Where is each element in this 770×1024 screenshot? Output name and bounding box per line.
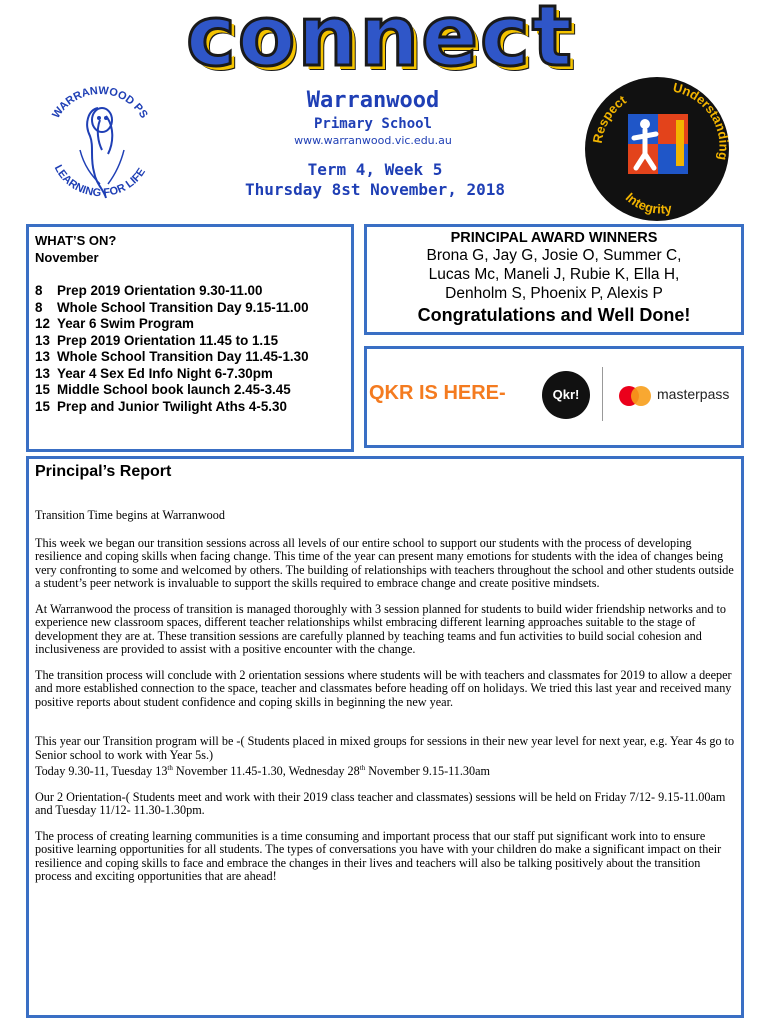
award-title: PRINCIPAL AWARD WINNERS (450, 230, 658, 246)
mastercard-orange-circle-icon (631, 386, 651, 406)
school-subtitle: Primary School (313, 116, 432, 132)
event-item: 13 Prep 2019 Orientation 11.45 to 1.15 (35, 332, 279, 348)
masthead-title: connect (185, 0, 575, 85)
whats-on-title: WHAT’S ON? (35, 233, 117, 248)
event-item: 15 Prep and Junior Twilight Aths 4-5.30 (35, 398, 287, 414)
award-names-line: Lucas Mc, Maneli J, Rubie K, Ella H, (428, 266, 680, 283)
whats-on-month: November (35, 250, 99, 265)
svg-text:WARRANWOOD PS (50, 85, 150, 121)
school-name: Warranwood (306, 88, 440, 113)
logo-top-text: WARRANWOOD PS (50, 84, 150, 121)
masterpass-logo: masterpass (657, 386, 730, 402)
award-names-line: Denholm S, Phoenix P, Alexis P (445, 285, 663, 302)
school-website[interactable]: www.warranwood.vic.edu.au (294, 134, 452, 147)
event-item: 13 Whole School Transition Day 11.45-1.30 (35, 349, 309, 364)
whats-on-panel (26, 224, 354, 452)
value-integrity: Integrity (622, 189, 673, 217)
report-title: Principal’s Report (35, 463, 172, 480)
school-logo (40, 80, 160, 220)
report-paragraph: This year our Transition program will be -( Students placed in mixed groups for sessions in their new year level for next year, e.g. Year 4s go to Senior school to work with Year 5s.) Today 9.30-11, Tuesday 13th November 11.45-1.30, Wednesday 28th November 9.15-11.30am (35, 734, 735, 779)
svg-text:LEARNING FOR LIFE (52, 163, 148, 199)
value-understanding: Understanding (671, 79, 732, 162)
principal-report (26, 456, 744, 1018)
event-item: 15 Middle School book launch 2.45-3.45 (35, 382, 291, 397)
report-paragraph: The process of creating learning communities is a time consuming and important process that our staff put significant work into to ensure positive learning opportunities for all students. The types of conversations you have with your children do make a significant impact on their resilience and coping skills to face and embrace the changes in their lives and teachers will also be talking positively about the transition process and exciting opportunities that are ahead! (35, 828, 722, 884)
award-winners-panel (364, 224, 744, 335)
issue-date: Thursday 8st November, 2018 (244, 180, 506, 199)
divider (602, 367, 603, 421)
report-paragraph: At Warranwood the process of transition is managed thoroughly with 3 session planned for students to build wider friendship networks and to experience new classroom spaces, different teacher relationships whilst embracing different learning approaches suitable to the stage of development they are at. These transition sessions are carefully planned by teaching teams and fun activities to build social cohesion and inclusiveness are provided to assist with a positive encounter with the change. (35, 601, 726, 656)
event-item: 13 Year 4 Sex Ed Info Night 6-7.30pm (35, 365, 273, 381)
qkr-label: QKR IS HERE- (369, 382, 506, 404)
report-subtitle: Transition Time begins at Warranwood (35, 508, 225, 522)
values-logo (582, 74, 732, 224)
qkr-panel (364, 346, 744, 448)
event-item: 8 Whole School Transition Day 9.15-11.00 (35, 299, 309, 315)
term-week: Term 4, Week 5 (307, 160, 443, 179)
report-paragraph: Our 2 Orientation-( Students meet and work with their 2019 class teacher and classmates) sessions will be held on Friday 7/12- 9.15-11.00am and Tuesday 11/12- 11.30-1.30pm. (35, 789, 726, 818)
value-respect: Respect (589, 92, 629, 145)
event-item: 8 Prep 2019 Orientation 9.30-11.00 (35, 283, 263, 298)
event-item: 12 Year 6 Swim Program (35, 316, 194, 331)
award-congrats: Congratulations and Well Done! (417, 305, 691, 325)
report-paragraph: This week we began our transition sessions across all levels of our entire school to support our students with the process of developing resilience and coping skills when facing change. This time of the year can present many emotions for students with the idea of changes being very confronting to some and welcomed by others. The building of relationships with teachers throughout the school and other students outside a student’s peer network is invaluable to support the skills required to embrace change and create positive mindsets. (35, 535, 734, 590)
qkr-logo[interactable]: Qkr! (542, 371, 590, 419)
logo-bottom-text: LEARNING FOR LIFE (51, 163, 149, 200)
award-names-line: Brona G, Jay G, Josie O, Summer C, (426, 247, 682, 264)
report-paragraph: The transition process will conclude with 2 orientation sessions where students will be with teachers and classmates for 2019 to allow a deeper and more established connection to the space, teacher and classmates before heading off on holidays. We tried this last year and received many positive reports about student confidence and coping skills in beginning the new year. (35, 667, 732, 709)
